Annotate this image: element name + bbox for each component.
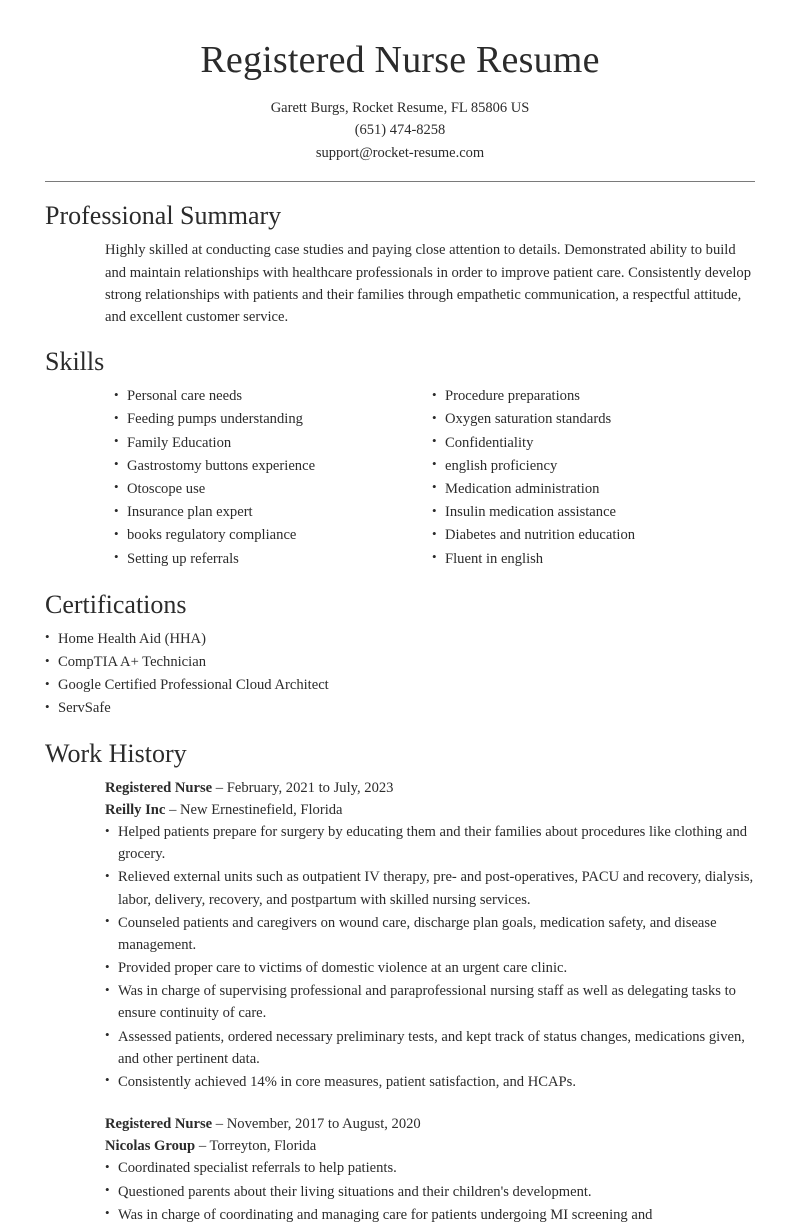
list-item: • Questioned parents about their living situations and their children's development. <box>105 1181 755 1203</box>
list-item: • Was in charge of coordinating and managing care for patients undergoing MI screening and <box>105 1204 755 1226</box>
summary-text: Highly skilled at conducting case studies and paying close attention to details. Demonstrated ability to build and maintain relationships with healthcare professionals in order to improve patient care. Consistently develop strong relationships with patients and their families through empathetic communication, a respectful attitude, and excellent customer service. <box>105 242 752 325</box>
list-item: • Assessed patients, ordered necessary preliminary tests, and kept track of status changes, medications given, and other pertinent data. <box>105 1026 755 1070</box>
list-item: • Oxygen saturation standards <box>432 408 750 430</box>
list-item: • Coordinated specialist referrals to help patients. <box>105 1157 755 1179</box>
section-certifications <box>0 589 800 720</box>
skills-grid <box>114 385 755 570</box>
list-item: • Insurance plan expert <box>114 501 432 523</box>
contact-email: support@rocket-resume.com <box>315 144 485 161</box>
work-role-dates: – February, 2021 to July, 2023 <box>215 779 394 796</box>
work-history-entry <box>105 1113 755 1226</box>
section-heading-skills: Skills <box>45 347 105 377</box>
list-item: • Consistently achieved 14% in core measures, patient satisfaction, and HCAPs. <box>105 1071 755 1093</box>
work-role-line <box>105 777 755 799</box>
work-company-line <box>105 1135 755 1157</box>
list-item: • Helped patients prepare for surgery by educating them and their families about procedures like clothing and grocery. <box>105 821 755 865</box>
list-item: • Family Education <box>114 432 432 454</box>
list-item: • Setting up referrals <box>114 548 432 570</box>
list-item: • Medication administration <box>432 478 750 500</box>
section-skills <box>0 346 800 571</box>
work-history-entry <box>105 777 755 1093</box>
certifications-list <box>45 628 755 720</box>
list-item: • Was in charge of supervising professional and paraprofessional nursing staff as well as delegating tasks to ensure continuity of care. <box>105 980 755 1024</box>
work-company-location: – New Ernestinefield, Florida <box>169 801 343 818</box>
list-item: • Otoscope use <box>114 478 432 500</box>
list-item: • Personal care needs <box>114 385 432 407</box>
skills-column-left <box>114 385 432 570</box>
list-item: • Feeding pumps understanding <box>114 408 432 430</box>
section-work-history <box>0 738 800 1226</box>
contact-phone: (651) 474-8258 <box>354 122 446 139</box>
work-history-bullets <box>105 821 755 1093</box>
work-company-line <box>105 799 755 821</box>
list-item: • books regulatory compliance <box>114 524 432 546</box>
contact-address: Garett Burgs, Rocket Resume, FL 85806 US <box>270 99 530 116</box>
work-history-bullets <box>105 1157 755 1226</box>
list-item: • Confidentiality <box>432 432 750 454</box>
list-item: • Provided proper care to victims of domestic violence at an urgent care clinic. <box>105 957 755 979</box>
list-item: • Diabetes and nutrition education <box>432 524 750 546</box>
work-company-name: Nicolas Group <box>105 1138 196 1155</box>
section-heading-summary: Professional Summary <box>45 201 282 231</box>
resume-header <box>0 0 800 164</box>
work-company-location: – Torreyton, Florida <box>198 1138 317 1155</box>
page-title: Registered Nurse Resume <box>200 39 600 81</box>
list-item: • english proficiency <box>432 455 750 477</box>
work-role-title: Registered Nurse <box>105 779 213 796</box>
list-item: • Gastrostomy buttons experience <box>114 455 432 477</box>
list-item: • Google Certified Professional Cloud Architect <box>45 674 755 696</box>
list-item: • Insulin medication assistance <box>432 501 750 523</box>
header-divider <box>45 181 755 182</box>
skills-list-right <box>432 385 750 569</box>
work-company-name: Reilly Inc <box>105 801 166 818</box>
list-item: • Fluent in english <box>432 548 750 570</box>
section-heading-certifications: Certifications <box>45 589 187 619</box>
skills-column-right <box>432 385 750 570</box>
list-item: • Home Health Aid (HHA) <box>45 628 755 650</box>
skills-list-left <box>114 385 432 569</box>
list-item: • Counseled patients and caregivers on wound care, discharge plan goals, medication safety, and disease management. <box>105 912 755 956</box>
list-item: • ServSafe <box>45 697 755 719</box>
list-item: • Relieved external units such as outpatient IV therapy, pre- and post-operatives, PACU and recovery, dialysis, labor, delivery, recovery, and postpartum with skilled nursing services. <box>105 866 755 910</box>
work-role-title: Registered Nurse <box>105 1116 213 1133</box>
list-item: • Procedure preparations <box>432 385 750 407</box>
section-professional-summary <box>0 200 800 328</box>
list-item: • CompTIA A+ Technician <box>45 651 755 673</box>
work-role-dates: – November, 2017 to August, 2020 <box>215 1116 421 1133</box>
section-heading-work-history: Work History <box>45 738 187 768</box>
work-role-line <box>105 1113 755 1135</box>
